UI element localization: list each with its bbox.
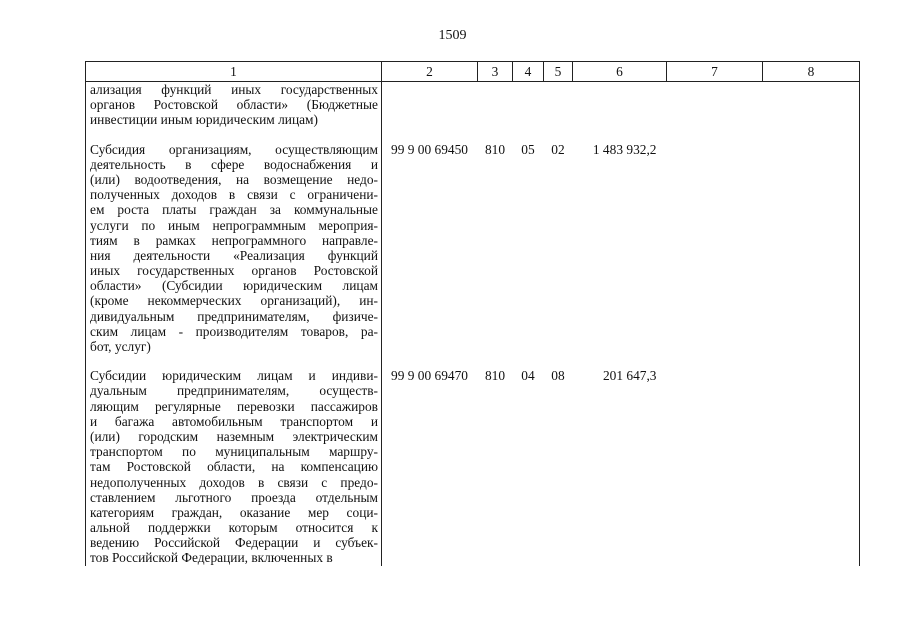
column-header-1: 1 xyxy=(86,62,382,82)
row-spacer xyxy=(86,354,860,368)
spacer-cell xyxy=(382,354,478,368)
page-number: 1509 xyxy=(438,28,467,43)
spacer-cell xyxy=(382,128,478,142)
description-line: Субсидии юридическим лицам и индиви- xyxy=(90,368,378,384)
column-7-value-cell xyxy=(667,142,763,355)
description-line: ализация функций иных государственных xyxy=(90,82,378,97)
description-line: дуальным предпринимателям, осуществ- xyxy=(90,383,378,399)
subsection-cell: 08 xyxy=(551,368,565,384)
description-line: (или) городским наземным электрическим xyxy=(90,428,378,444)
subsection-cell xyxy=(544,82,573,128)
spacer-cell xyxy=(478,354,513,368)
budget-code-cell: 99 9 00 69450 xyxy=(391,141,468,157)
description-line: ния деятельности «Реализация функций xyxy=(90,247,378,263)
column-header-4: 4 xyxy=(513,62,544,82)
spacer-cell xyxy=(86,128,382,142)
column-header-8: 8 xyxy=(763,62,860,82)
spacer-cell xyxy=(763,354,860,368)
description-cell xyxy=(86,368,382,565)
description-line: ставлением льготного проезда отдельным xyxy=(90,489,378,505)
column-8-value-cell xyxy=(763,368,860,565)
description-line: ским лицам - производителям товаров, ра- xyxy=(90,323,378,339)
description-line: тиям в рамках непрограммного направле- xyxy=(90,232,378,248)
description-line: ем роста платы граждан за коммунальные xyxy=(90,202,378,218)
column-header-7: 7 xyxy=(667,62,763,82)
description-line: Субсидия организациям, осуществляющим xyxy=(90,141,378,157)
table-row xyxy=(86,368,860,565)
description-line: иных государственных органов Ростовской xyxy=(90,263,378,279)
description-line: транспортом по муниципальным маршру- xyxy=(90,444,378,460)
description-line: недополученных доходов в связи с предо- xyxy=(90,474,378,490)
description-line: области» (Субсидии юридическим лицам xyxy=(90,278,378,294)
budget-code-cell xyxy=(382,82,478,128)
description-line: ведению Российской Федерации и субъек- xyxy=(90,535,378,551)
expense-type-cell xyxy=(478,82,513,128)
section-cell: 05 xyxy=(521,141,535,157)
amount-cell xyxy=(573,82,667,128)
description-line: деятельность в сфере водоснабжения и xyxy=(90,156,378,172)
spacer-cell xyxy=(86,354,382,368)
description-line: и багажа автомобильным транспортом и xyxy=(90,413,378,429)
description-line: (или) водоотведения, на возмещение недо- xyxy=(90,171,378,187)
spacer-cell xyxy=(667,354,763,368)
column-7-value-cell xyxy=(667,82,763,128)
amount-cell: 1 483 932,2 xyxy=(592,141,657,157)
description-line: тов Российской Федерации, включенных в xyxy=(90,550,333,566)
spacer-cell xyxy=(478,128,513,142)
table-row xyxy=(86,82,860,128)
description-line: полученных доходов в связи с ограничени- xyxy=(90,187,378,203)
description-line: там Ростовской области, на компенсацию xyxy=(90,459,378,475)
column-header-3: 3 xyxy=(478,62,513,82)
expense-type-cell: 810 xyxy=(484,368,506,384)
spacer-cell xyxy=(544,128,573,142)
column-header-6: 6 xyxy=(573,62,667,82)
section-cell xyxy=(513,82,544,128)
description-line: услуги по иным непрограммным мероприя- xyxy=(90,217,378,233)
description-line: категориям граждан, оказание мер соци- xyxy=(90,504,378,520)
column-8-value-cell xyxy=(763,82,860,128)
column-7-value-cell xyxy=(667,368,763,565)
description-line: альной поддержки которым относится к xyxy=(90,520,378,536)
description-line: инвестиции иным юридическим лицам) xyxy=(90,112,318,128)
subsection-cell: 02 xyxy=(551,141,565,157)
row-spacer xyxy=(86,128,860,142)
description-line: органов Ростовской области» (Бюджетные xyxy=(90,97,378,113)
spacer-cell xyxy=(763,128,860,142)
section-cell: 04 xyxy=(521,368,535,384)
table-row xyxy=(86,142,860,355)
description-cell xyxy=(86,142,382,355)
column-header-5: 5 xyxy=(544,62,573,82)
header-row xyxy=(86,62,860,82)
column-8-value-cell xyxy=(763,142,860,355)
column-header-2: 2 xyxy=(382,62,478,82)
description-cell xyxy=(86,82,382,128)
table-body xyxy=(86,82,860,566)
spacer-cell xyxy=(573,354,667,368)
budget-table xyxy=(85,61,860,566)
description-line: бот, услуг) xyxy=(90,339,151,354)
expense-type-cell: 810 xyxy=(484,141,506,157)
spacer-cell xyxy=(513,354,544,368)
description-line: ляющим регулярные перевозки пассажиров xyxy=(90,398,378,414)
budget-code-cell: 99 9 00 69470 xyxy=(391,368,468,384)
spacer-cell xyxy=(513,128,544,142)
amount-cell: 201 647,3 xyxy=(602,368,657,384)
spacer-cell xyxy=(667,128,763,142)
spacer-cell xyxy=(544,354,573,368)
description-line: дивидуальным предпринимателям, физиче- xyxy=(90,308,378,324)
description-line: (кроме некоммерческих организаций), ин- xyxy=(90,293,378,309)
spacer-cell xyxy=(573,128,667,142)
